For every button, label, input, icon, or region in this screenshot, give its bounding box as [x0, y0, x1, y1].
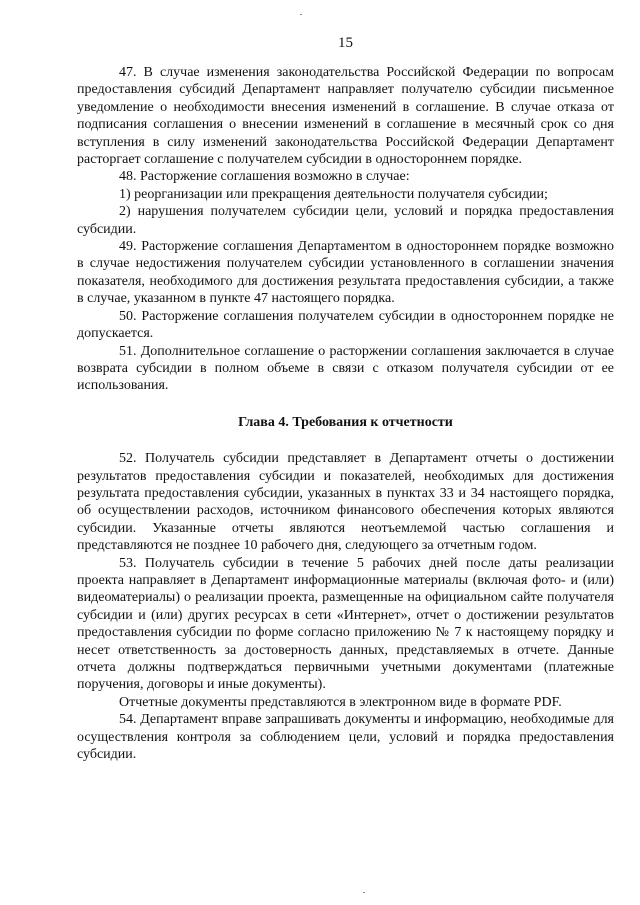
paragraph-48-item-2: 2) нарушения получателем субсидии цели, условий и порядка предоставления субсидии. — [77, 204, 614, 237]
paragraph-pdf-format: Отчетные документы представляются в электронном виде в формате PDF. — [119, 694, 562, 710]
page-number: 15 — [338, 35, 353, 51]
section-termination — [77, 64, 614, 395]
chapter-heading: Глава 4. Требования к отчетности — [238, 414, 453, 430]
paragraph-54: 54. Департамент вправе запрашивать документы и информацию, необходимые для осуществления контроля за соблюдением цели, условий и порядка предоставления субсидии. — [77, 712, 614, 763]
paragraph-52: 52. Получатель субсидии представляет в Департамент отчеты о достижении результатов предоставления субсидии и показателей, необходимых для достижения результата предоставления субсидии, указанных в пунктах 33 и 34 настоящего порядка, об осуществлении расходов, источником финансового обеспечения которых являются субсидии. Указанные отчеты являются неотъемлемой частью соглашения и представляются не позднее 10 рабочего дня, следующего за отчетным годом. — [77, 451, 614, 554]
paragraph-50: 50. Расторжение соглашения получателем субсидии в одностороннем порядке не допускается. — [77, 308, 614, 342]
paragraph-47: 47. В случае изменения законодательства Российской Федерации по вопросам предоставления субсидий Департамент направляет получателю субсидии письменное уведомление о необходимости внесения изменений в соглашение. В случае отказа от подписания соглашения о внесении изменений в соглашение в месячный срок со дня вступления в силу изменений законодательства Российской Федерации Департамент расторгает соглашение с получателем субсидии в одностороннем порядке. — [77, 65, 614, 168]
paragraph-48: 48. Расторжение соглашения возможно в случае: — [119, 169, 410, 185]
document-page — [77, 34, 614, 763]
paragraph-53: 53. Получатель субсидии в течение 5 рабочих дней после даты реализации проекта направляет в Департамент информационные материалы (включая фото- и (или) видеоматериалы) о реализации проекта, размещенные на официальном сайте получателя субсидии и (или) других ресурсах в сети «Интернет», отчет о достижении результатов предоставления субсидии по форме согласно приложению № 7 к настоящему порядку и несет ответственность за достоверность данных, представляемых в отчете. Данные отчета должны подтверждаться первичными учетными документами (платежные поручения, договоры и иные документы). — [77, 555, 614, 693]
paragraph-49: 49. Расторжение соглашения Департаментом в одностороннем порядке возможно в случае недостижения получателем субсидии установленного в соглашении значения показателя, необходимого для достижения результата предоставления субсидии, а также в случае, указанном в пункте 47 настоящего порядка. — [77, 239, 614, 307]
scan-speck — [300, 14, 302, 15]
section-reporting — [77, 450, 614, 763]
paragraph-48-item-1: 1) реорганизации или прекращения деятельности получателя субсидии; — [119, 186, 548, 202]
scan-speck — [363, 892, 365, 893]
paragraph-51: 51. Дополнительное соглашение о расторжении соглашения заключается в случае возврата субсидии в полном объеме в связи с отказом получателя субсидии от ее использования. — [77, 343, 614, 394]
